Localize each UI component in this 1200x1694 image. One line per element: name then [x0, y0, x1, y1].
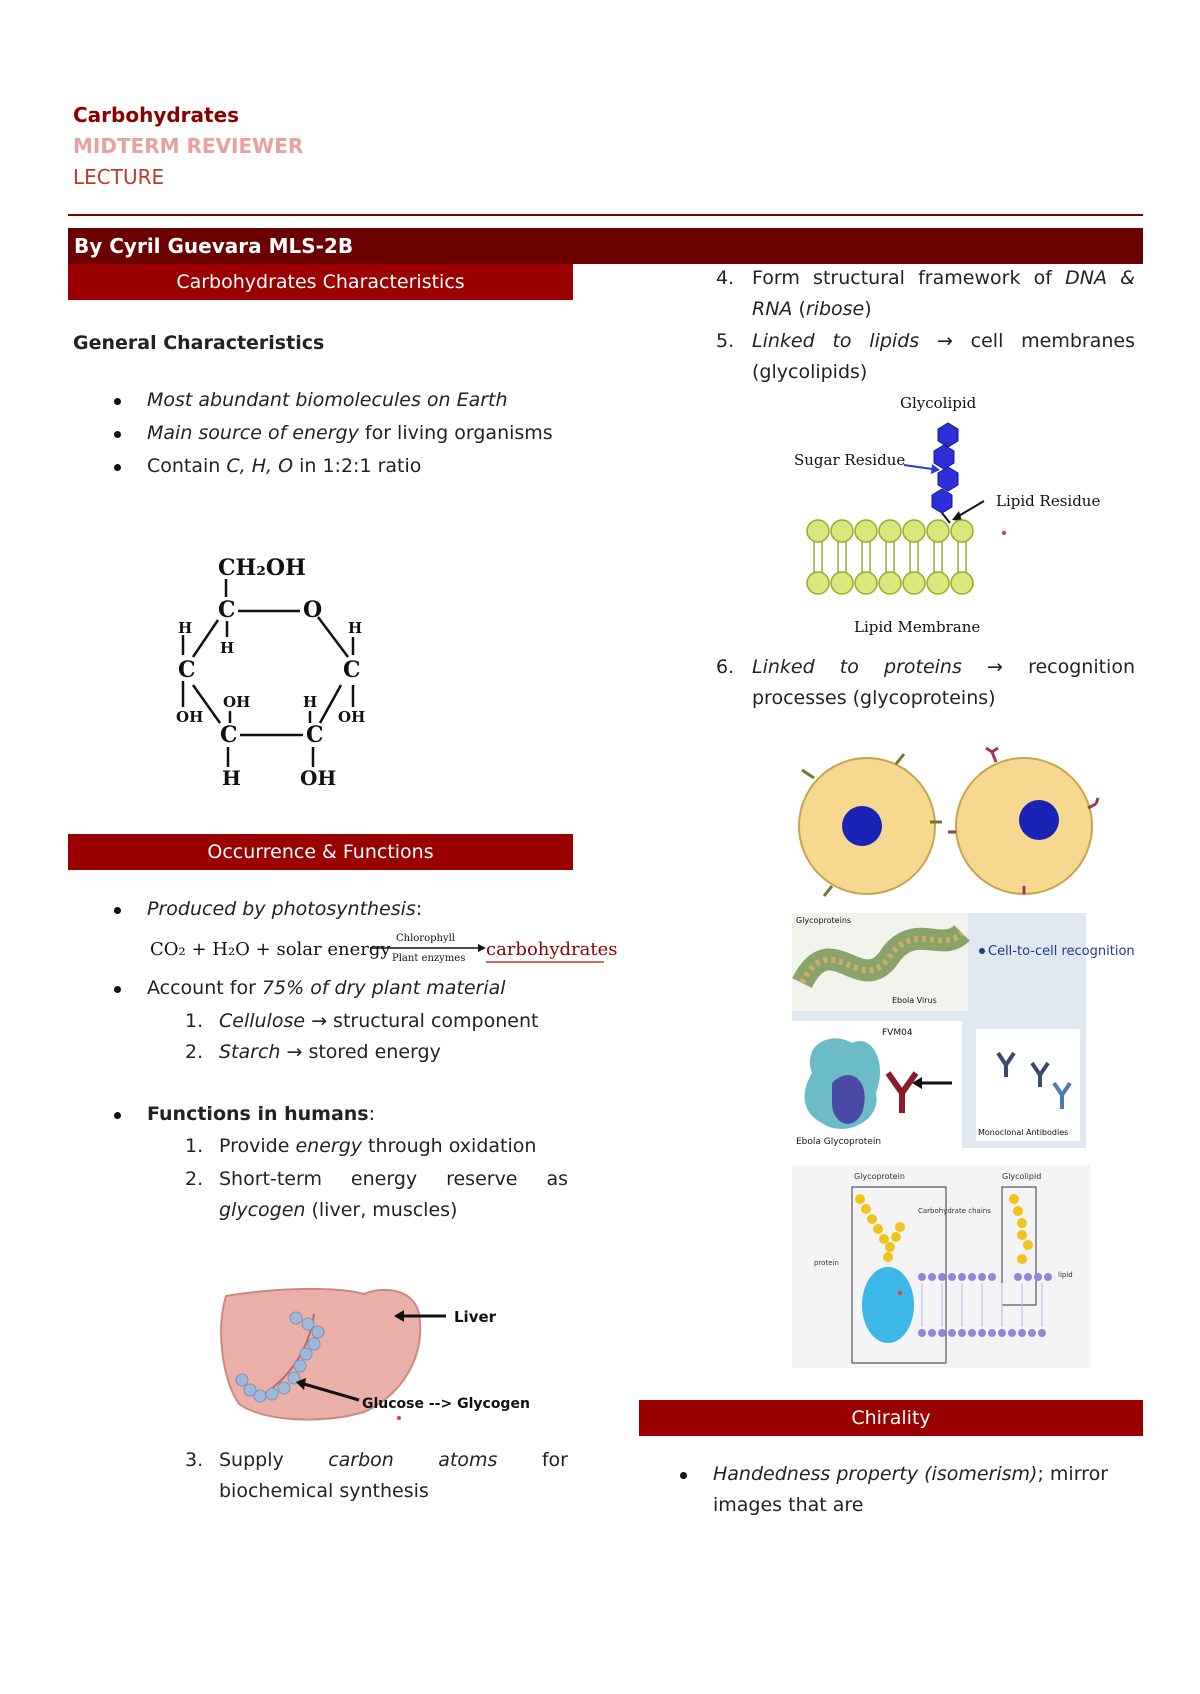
svg-text:lipid: lipid: [1058, 1271, 1073, 1279]
svg-text:H: H: [222, 766, 241, 790]
svg-text:H: H: [348, 619, 363, 637]
svg-text:Ebola Virus: Ebola Virus: [892, 996, 937, 1005]
list-item: Produced by photosynthesis:: [73, 894, 568, 925]
svg-text:CO₂ + H₂O + solar energy: CO₂ + H₂O + solar energy: [150, 939, 391, 960]
svg-text:OH: OH: [176, 708, 204, 726]
svg-text:C: C: [220, 722, 238, 748]
general-heading: General Characteristics: [73, 332, 325, 354]
svg-text:Sugar Residue: Sugar Residue: [794, 451, 906, 469]
svg-text:Glucose --> Glycogen: Glucose --> Glycogen: [362, 1396, 530, 1412]
list-item: 3. Supply carbon atoms for biochemical synthesis: [185, 1449, 568, 1502]
svg-text:Glycolipid: Glycolipid: [900, 394, 977, 412]
list-item: Handedness property (isomerism); mirror images that are: [639, 1459, 1114, 1521]
plant-sublist: [73, 1006, 568, 1068]
svg-text:C: C: [178, 657, 196, 683]
svg-text:O: O: [303, 597, 323, 623]
section-occurrence: Occurrence & Functions: [68, 834, 573, 870]
svg-text:OH: OH: [300, 766, 337, 790]
svg-text:Monoclonal Antibodies: Monoclonal Antibodies: [978, 1128, 1069, 1137]
general-list: [73, 385, 568, 484]
list-item: 2. Starch → stored energy: [185, 1041, 441, 1063]
section-chirality: Chirality: [639, 1400, 1143, 1436]
svg-text:C: C: [306, 722, 324, 748]
list-item: Account for 75% of dry plant material: [73, 973, 568, 1004]
list-item: 1. Cellulose → structural component: [185, 1010, 539, 1032]
header-rule: [68, 214, 1143, 216]
liver-figure: [214, 1284, 530, 1426]
right-item-4: 4. Form structural framework of DNA & RNA (ribose): [716, 267, 1135, 320]
svg-text:CH₂OH: CH₂OH: [218, 555, 306, 581]
svg-text:Cell-to-cell recognition: Cell-to-cell recognition: [988, 944, 1135, 959]
svg-text:H: H: [178, 619, 193, 637]
list-item: Most abundant biomolecules on Earth: [73, 385, 568, 416]
svg-text:Glycoprotein: Glycoprotein: [854, 1172, 905, 1181]
svg-text:H: H: [220, 639, 235, 657]
right-item-6: 6. Linked to proteins → recognition processes (glycoproteins): [716, 656, 1135, 709]
svg-text:OH: OH: [338, 708, 366, 726]
list-item: 1. Provide energy through oxidation: [185, 1135, 537, 1157]
doc-kind: LECTURE: [73, 165, 165, 189]
occurrence-list: [73, 894, 568, 927]
list-item: 2. Short-term energy reserve as glycogen (liver, muscles): [185, 1168, 568, 1221]
glycoprotein-glycolipid-figure: [792, 1165, 1090, 1368]
svg-text:H: H: [303, 693, 318, 711]
glucose-ring-figure: [148, 545, 393, 800]
svg-text:OH: OH: [223, 693, 251, 711]
photosynthesis-equation: [148, 928, 618, 970]
doc-title: Carbohydrates: [73, 103, 240, 127]
svg-text:Lipid Residue: Lipid Residue: [996, 492, 1101, 510]
svg-text:carbohydrates: carbohydrates: [486, 939, 618, 960]
right-item-5: 5. Linked to lipids → cell membranes (glycolipids): [716, 330, 1135, 383]
svg-text:Chlorophyll: Chlorophyll: [396, 933, 455, 944]
svg-text:Ebola Glycoprotein: Ebola Glycoprotein: [796, 1137, 882, 1147]
list-item: Functions in humans:: [73, 1099, 568, 1130]
cell-recognition-figure: [792, 748, 1100, 898]
author-bar: By Cyril Guevara MLS-2B: [68, 228, 1143, 264]
human-functions-list-2: [73, 1445, 568, 1507]
glycolipid-figure: [792, 393, 1104, 638]
ebola-recognition-figure: [792, 913, 1135, 1148]
svg-text:C: C: [343, 657, 361, 683]
occurrence-list-3: [73, 1099, 568, 1132]
list-item: Contain C, H, O in 1:2:1 ratio: [73, 451, 568, 482]
list-item: Main source of energy for living organisms: [73, 418, 568, 449]
section-characteristics: Carbohydrates Characteristics: [68, 264, 573, 300]
svg-text:Lipid Membrane: Lipid Membrane: [854, 618, 981, 636]
svg-text:Liver: Liver: [454, 1308, 497, 1326]
svg-text:FVM04: FVM04: [882, 1028, 913, 1038]
svg-text:Plant enzymes: Plant enzymes: [392, 953, 466, 964]
svg-text:Carbohydrate chains: Carbohydrate chains: [918, 1207, 991, 1215]
svg-text:protein: protein: [814, 1259, 839, 1267]
occurrence-list-2: [73, 973, 568, 1006]
svg-text:Glycolipid: Glycolipid: [1002, 1172, 1042, 1181]
svg-text:C: C: [218, 597, 236, 623]
human-functions-list: [73, 1131, 568, 1226]
doc-subtitle: MIDTERM REVIEWER: [73, 134, 304, 158]
chirality-list: [639, 1459, 1114, 1523]
svg-text:Glycoproteins: Glycoproteins: [796, 916, 852, 925]
